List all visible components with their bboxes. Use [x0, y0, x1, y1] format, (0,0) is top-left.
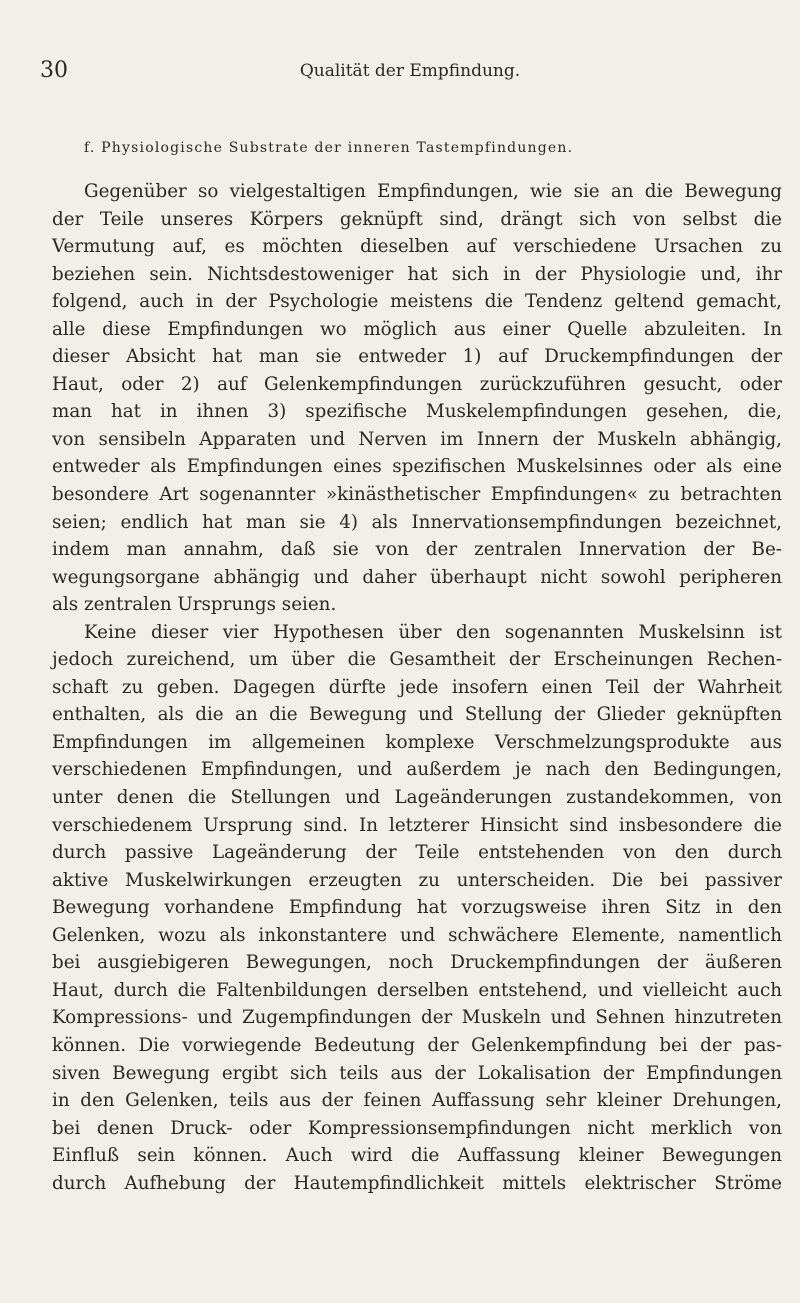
- text-line: Vermutung auf, es möchten dieselben auf verschiedene Ursachen zu: [52, 236, 782, 258]
- text-line: man hat in ihnen 3) spezifische Muskelempfindungen gesehen, die,: [52, 401, 782, 423]
- text-line: Gegenüber so vielgestaltigen Empfindungen, wie sie an die Bewegung: [84, 181, 782, 202]
- text-line: siven Bewegung ergibt sich teils aus der Lokalisation der Empfindungen: [52, 1062, 782, 1084]
- page-number: 30: [40, 58, 68, 83]
- text-line: alle diese Empfindungen wo möglich aus einer Quelle abzuleiten. In: [52, 318, 782, 340]
- text-line: Gelenken, wozu als inkonstantere und schwächere Elemente, namentlich: [52, 924, 782, 946]
- text-line: jedoch zureichend, um über die Gesamtheit der Erscheinungen Rechen-: [52, 649, 782, 671]
- text-line: Haut, oder 2) auf Gelenkempfindungen zurückzuführen gesucht, oder: [52, 373, 782, 395]
- text-line: durch passive Lageänderung der Teile entstehenden von den durch: [52, 842, 782, 864]
- text-line: besondere Art sogenannter »kinästhetischer Empfindungen« zu betrachten: [52, 484, 782, 506]
- text-line: von sensibeln Apparaten und Nerven im Innern der Muskeln abhängig,: [52, 428, 782, 450]
- text-line: als zentralen Ursprungs seien.: [52, 594, 337, 616]
- text-line: Empfindungen im allgemeinen komplexe Verschmelzungsprodukte aus: [52, 731, 782, 753]
- text-line: Bewegung vorhandene Empfindung hat vorzugsweise ihren Sitz in den: [52, 897, 782, 919]
- text-line: verschiedenem Ursprung sind. In letzterer Hinsicht sind insbesondere die: [52, 814, 782, 836]
- text-line: Kompressions- und Zugempfindungen der Muskeln und Sehnen hinzutreten: [52, 1007, 782, 1029]
- text-line: aktive Muskelwirkungen erzeugten zu unterscheiden. Die bei passiver: [52, 869, 782, 891]
- text-line: enthalten, als die an die Bewegung und Stellung der Glieder geknüpften: [52, 704, 782, 726]
- body-text: [52, 178, 782, 1197]
- text-line: verschiedenen Empfindungen, und außerdem je nach den Bedingungen,: [52, 759, 782, 781]
- running-head: [40, 58, 780, 88]
- text-line: durch Aufhebung der Hautempfindlichkeit mittels elektrischer Ströme: [52, 1172, 782, 1194]
- text-line: dieser Absicht hat man sie entweder 1) auf Druckempfindungen der: [52, 346, 782, 368]
- text-line: der Teile unseres Körpers geknüpft sind, drängt sich von selbst die: [52, 208, 782, 230]
- text-line: wegungsorgane abhängig und daher überhaupt nicht sowohl peripheren: [52, 566, 782, 588]
- text-line: in den Gelenken, teils aus der feinen Auffassung sehr kleiner Drehungen,: [52, 1090, 782, 1112]
- text-line: Haut, durch die Faltenbildungen derselben entstehend, und vielleicht auch: [52, 979, 782, 1001]
- text-line: schaft zu geben. Dagegen dürfte jede insofern einen Teil der Wahrheit: [52, 676, 782, 698]
- text-line: entweder als Empfindungen eines spezifischen Muskelsinnes oder als eine: [52, 456, 782, 478]
- text-line: bei denen Druck- oder Kompressionsempfindungen nicht merklich von: [52, 1117, 782, 1139]
- section-heading: f. Physiologische Substrate der inneren Tastempfindungen.: [84, 140, 574, 156]
- text-line: beziehen sein. Nichtsdestoweniger hat sich in der Physiologie und, ihr: [52, 263, 782, 285]
- running-title: Qualität der Empfindung.: [299, 61, 521, 81]
- text-line: folgend, auch in der Psychologie meistens die Tendenz geltend gemacht,: [52, 291, 782, 313]
- text-line: unter denen die Stellungen und Lageänderungen zustandekommen, von: [52, 787, 782, 809]
- text-line: Keine dieser vier Hypothesen über den sogenannten Muskelsinn ist: [84, 621, 782, 643]
- text-line: bei ausgiebigeren Bewegungen, noch Druckempfindungen der äußeren: [52, 952, 782, 974]
- text-line: Einfluß sein können. Auch wird die Auffassung kleiner Bewegungen: [52, 1145, 782, 1167]
- text-line: seien; endlich hat man sie 4) als Innervationsempfindungen bezeichnet,: [52, 511, 782, 533]
- text-line: können. Die vorwiegende Bedeutung der Gelenkempfindung bei der pas-: [52, 1034, 782, 1056]
- text-line: indem man annahm, daß sie von der zentralen Innervation der Be-: [52, 539, 782, 561]
